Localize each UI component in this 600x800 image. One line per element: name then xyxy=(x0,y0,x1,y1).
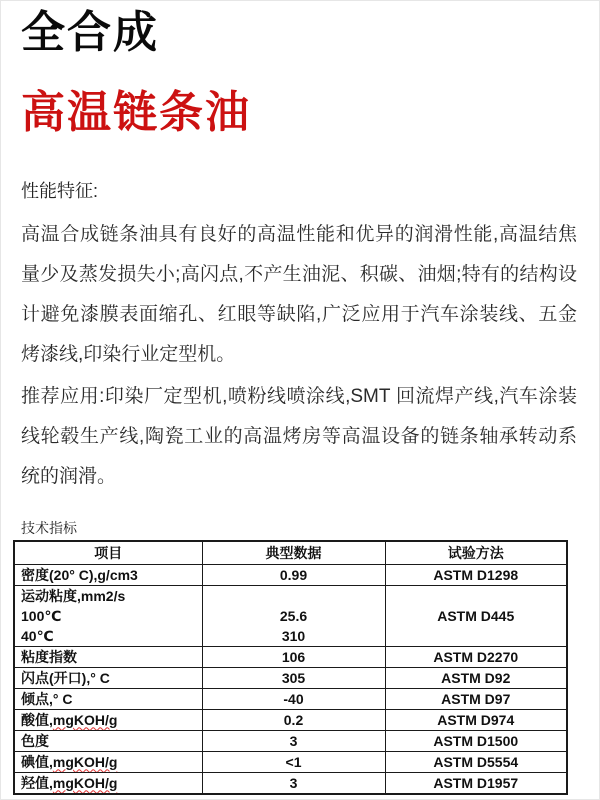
spec-table xyxy=(13,540,568,795)
method-cell: ASTM D974 xyxy=(385,709,567,730)
method-cell: ASTM D1500 xyxy=(385,730,567,751)
features-paragraph: 高温合成链条油具有良好的高温性能和优异的润滑性能,高温结焦量少及蒸发损失小;高闪点,不产生油泥、积碳、油烟;特有的结构设计避免漆膜表面缩孔、红眼等缺陷,广泛应用于汽车涂装线、五金烤漆线,印染行业定型机。 xyxy=(21,224,577,365)
value-cell: <1 xyxy=(202,751,385,772)
product-title: 高温链条油 xyxy=(21,88,251,137)
table-row xyxy=(14,730,567,751)
column-header: 试验方法 xyxy=(385,541,567,564)
item-cell: 粘度指数 xyxy=(14,646,202,667)
table-caption: 技术指标 xyxy=(21,520,77,536)
table-row xyxy=(14,585,567,646)
item-cell: 倾点,° C xyxy=(14,688,202,709)
table-row xyxy=(14,709,567,730)
item-cell: 羟值,mgKOH/g xyxy=(14,772,202,794)
spellcheck-underlined-text: mgKOH/g xyxy=(52,753,118,770)
features-heading: 性能特征: xyxy=(21,181,99,201)
table-row xyxy=(14,564,567,585)
item-cell: 运动粘度,mm2/s 100℃ 40℃ xyxy=(14,585,202,646)
table-row xyxy=(14,772,567,794)
method-cell: ASTM D5554 xyxy=(385,751,567,772)
applications-body: 印染厂定型机,喷粉线喷涂线,SMT 回流焊产线,汽车涂装线轮毂生产线,陶瓷工业的高温烤房等高温设备的链条轴承转动系统的润滑。 xyxy=(21,386,577,487)
applications-label: 推荐应用: xyxy=(21,386,105,407)
page-title: 全合成 xyxy=(21,8,159,57)
value-cell: 3 xyxy=(202,772,385,794)
table-row xyxy=(14,688,567,709)
table-row xyxy=(14,646,567,667)
method-cell: ASTM D92 xyxy=(385,667,567,688)
spellcheck-underlined-text: mgKOH/g xyxy=(52,711,118,728)
value-cell: 3 xyxy=(202,730,385,751)
value-cell: 0.2 xyxy=(202,709,385,730)
spellcheck-underlined-text: mgKOH/g xyxy=(52,774,118,791)
item-cell: 酸值,mgKOH/g xyxy=(14,709,202,730)
item-cell: 闪点(开口),° C xyxy=(14,667,202,688)
value-cell: 106 xyxy=(202,646,385,667)
table-row xyxy=(14,751,567,772)
value-cell: -40 xyxy=(202,688,385,709)
item-cell: 色度 xyxy=(14,730,202,751)
method-cell: ASTM D445 xyxy=(385,585,567,646)
table-header-row xyxy=(14,541,567,564)
column-header: 典型数据 xyxy=(202,541,385,564)
method-cell: ASTM D1957 xyxy=(385,772,567,794)
item-cell: 密度(20° C),g/cm3 xyxy=(14,564,202,585)
value-cell: 0.99 xyxy=(202,564,385,585)
method-cell: ASTM D1298 xyxy=(385,564,567,585)
applications-paragraph xyxy=(21,377,577,497)
method-cell: ASTM D97 xyxy=(385,688,567,709)
column-header: 项目 xyxy=(14,541,202,564)
value-cell: 305 xyxy=(202,667,385,688)
table-row xyxy=(14,667,567,688)
item-cell: 碘值,mgKOH/g xyxy=(14,751,202,772)
value-cell: 25.6 310 xyxy=(202,585,385,646)
method-cell: ASTM D2270 xyxy=(385,646,567,667)
